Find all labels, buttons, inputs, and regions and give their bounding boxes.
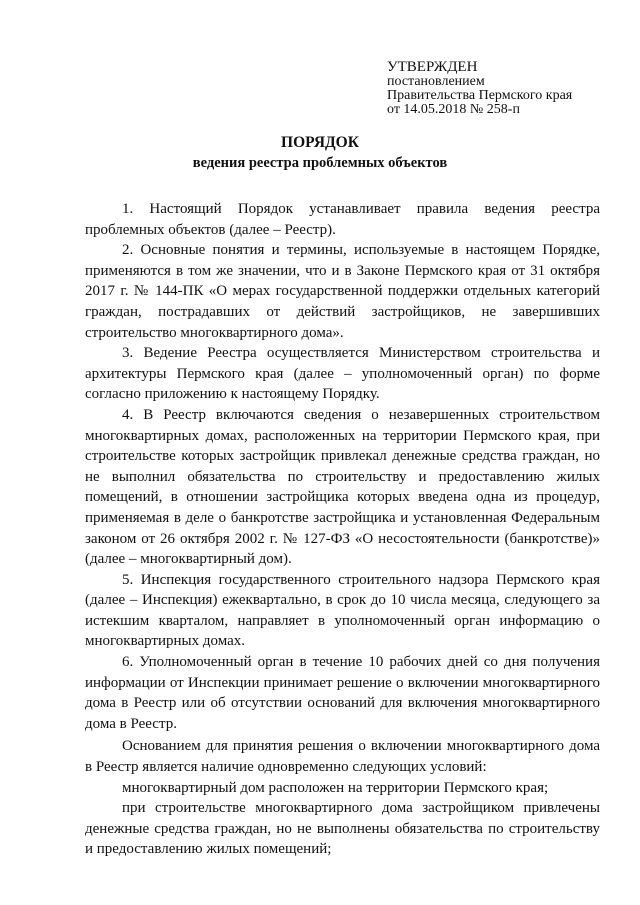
approval-line-2: постановлением bbox=[387, 74, 485, 89]
approval-line-3: Правительства Пермского края bbox=[387, 88, 573, 103]
approval-line-1: УТВЕРЖДЕН bbox=[387, 59, 478, 75]
paragraph-condition-1: многоквартирный дом расположен на территории Пермского края; bbox=[122, 779, 549, 796]
document-subtitle: ведения реестра проблемных объектов bbox=[192, 155, 448, 171]
document-title-block bbox=[0, 133, 640, 173]
paragraph-2: 2. Основные понятия и термины, используемые в настоящем Порядке, применяются в том же значении, что и в Законе Пермского края от 31 октября 2017 г. № 144-ПК «О мерах государственной поддержки отдельных категорий граждан, пострадавших от действий застройщиков, не завершивших строительство многоквартирного дома». bbox=[85, 242, 600, 341]
paragraph-3: 3. Ведение Реестра осуществляется Министерством строительства и архитектуры Пермского края (далее – уполномоченный орган) по форме согласно приложению к настоящему Порядку. bbox=[85, 345, 600, 403]
paragraph-condition-2: при строительстве многоквартирного дома застройщиком привлечены денежные средства граждан, но не выполнены обязательства по строительству и предоставлению жилых помещений; bbox=[85, 800, 600, 858]
document-title: ПОРЯДОК bbox=[281, 134, 359, 151]
document-body bbox=[85, 199, 600, 860]
paragraph-1: 1. Настоящий Порядок устанавливает правила ведения реестра проблемных объектов (далее – Реестр). bbox=[85, 201, 600, 238]
paragraph-6: 6. Уполномоченный орган в течение 10 рабочих дней со дня получения информации от Инспекции принимает решение о включении многоквартирного дома в Реестр или об отсутствии оснований для включения многоквартирного дома в Реестр. bbox=[85, 654, 600, 732]
paragraph-5: 5. Инспекция государственного строительного надзора Пермского края (далее – Инспекция) ежеквартально, в срок до 10 числа месяца, следующего за истекшим кварталом, направляет в уполномоченный орган информацию о многоквартирных домах. bbox=[85, 571, 600, 650]
paragraph-basis: Основанием для принятия решения о включении многоквартирного дома в Реестр является наличие одновременно следующих условий: bbox=[85, 738, 600, 776]
paragraph-4: 4. В Реестр включаются сведения о незавершенных строительством многоквартирных домах, расположенных на территории Пермского края, при строительстве которых застройщик привлекал денежные средства граждан, но не выполнил обязательства по строительству и предоставлению жилых помещений, в отношении застройщика которых введена одна из процедур, применяемая в деле о банкротстве застройщика и установленная Федеральным законом от 26 октября 2002 г. № 127-ФЗ «О несостоятельности (банкротстве)» (далее – многоквартирный дом). bbox=[85, 406, 600, 568]
approval-line-4: от 14.05.2018 № 258-п bbox=[387, 102, 520, 117]
approval-stamp bbox=[387, 60, 572, 117]
